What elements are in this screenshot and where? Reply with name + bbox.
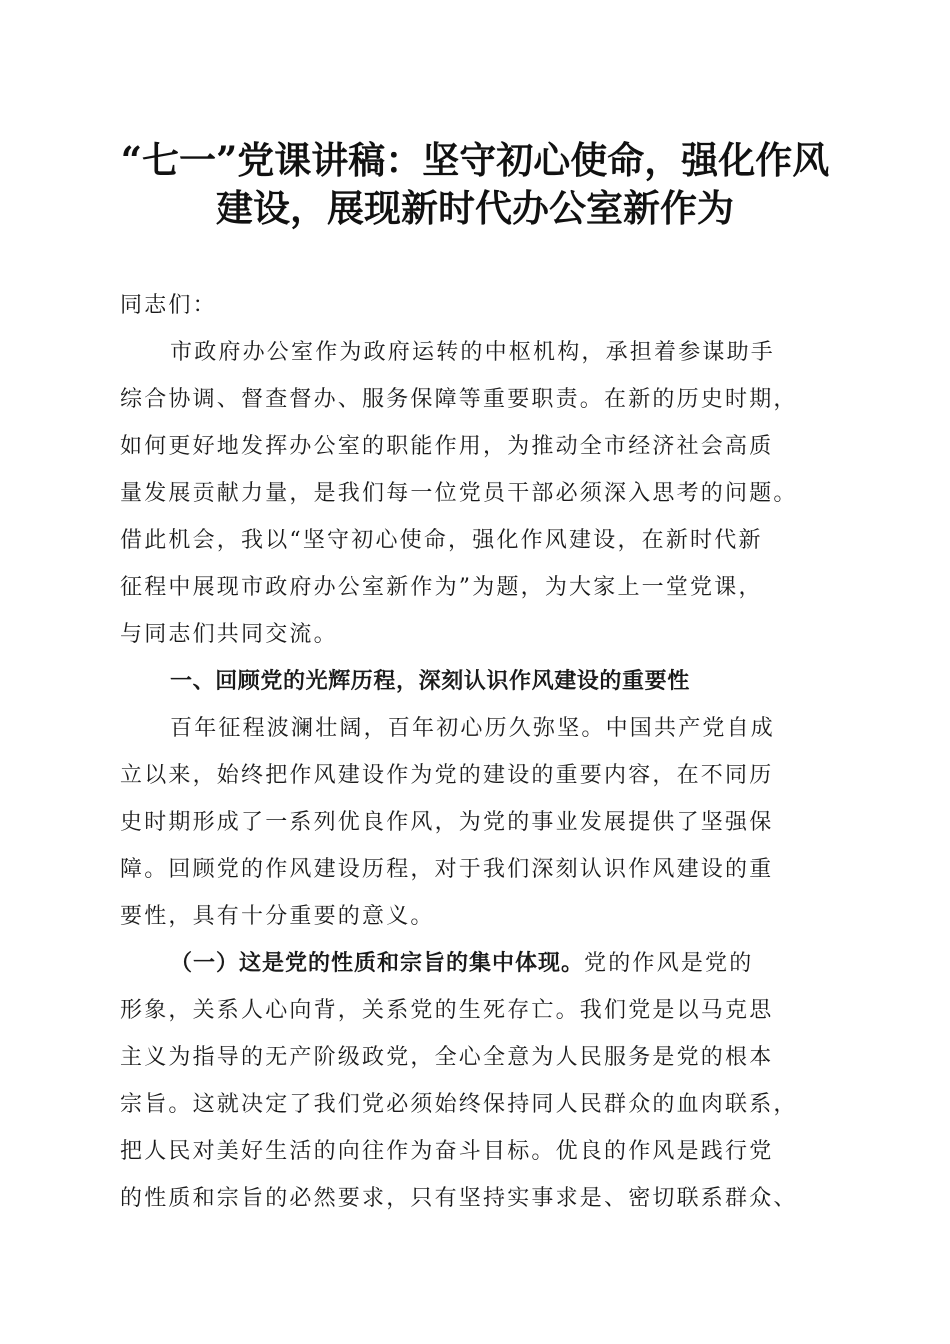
subsection-1-line: 形象，关系人心向背，关系党的生死存亡。我们党是以马克思 [120, 998, 774, 1023]
subsection-1-heading: （一）这是党的性质和宗旨的集中体现。 [170, 951, 585, 976]
document-body [120, 282, 840, 1222]
section-1-line: 立以来，始终把作风建设作为党的建设的重要内容，在不同历 [120, 763, 774, 788]
intro-line: 借此机会，我以“坚守初心使命，强化作风建设，在新时代新 [120, 528, 763, 553]
subsection-1-line: 主义为指导的无产阶级政党，全心全意为人民服务是党的根本 [120, 1045, 774, 1070]
subsection-1-first-rest: 党的作风是党的 [584, 951, 754, 976]
section-1-line: 史时期形成了一系列优良作风，为党的事业发展提供了坚强保 [120, 810, 774, 835]
intro-line: 征程中展现市政府办公室新作为”为题，为大家上一堂党课， [120, 575, 763, 600]
intro-line: 量发展贡献力量，是我们每一位党员干部必须深入思考的问题。 [120, 481, 798, 506]
section-1-line: 障。回顾党的作风建设历程，对于我们深刻认识作风建设的重 [120, 857, 774, 882]
intro-line: 综合协调、督查督办、服务保障等重要职责。在新的历史时期， [120, 387, 798, 412]
intro-line: 市政府办公室作为政府运转的中枢机构，承担着参谋助手 [170, 340, 776, 365]
subsection-1-first-line [120, 940, 840, 987]
intro-line: 与同志们共同交流。 [120, 622, 338, 647]
subsection-1-line: 的性质和宗旨的必然要求，只有坚持实事求是、密切联系群众、 [120, 1186, 798, 1211]
section-1-line: 百年征程波澜壮阔，百年初心历久弥坚。中国共产党自成 [170, 716, 776, 741]
subsection-1-line: 宗旨。这就决定了我们党必须始终保持同人民群众的血肉联系， [120, 1092, 798, 1117]
intro-line: 如何更好地发挥办公室的职能作用，为推动全市经济社会高质 [120, 434, 774, 459]
document-title-line-2: 建设，展现新时代办公室新作为 [216, 186, 734, 230]
salutation: 同志们： [120, 293, 217, 318]
section-1-heading: 一、回顾党的光辉历程，深刻认识作风建设的重要性 [170, 669, 690, 694]
document-title-line-1: “七一”党课讲稿：坚守初心使命，强化作风 [120, 138, 830, 182]
subsection-1-line: 把人民对美好生活的向往作为奋斗目标。优良的作风是践行党 [120, 1139, 774, 1164]
section-1-line: 要性，具有十分重要的意义。 [120, 904, 435, 929]
